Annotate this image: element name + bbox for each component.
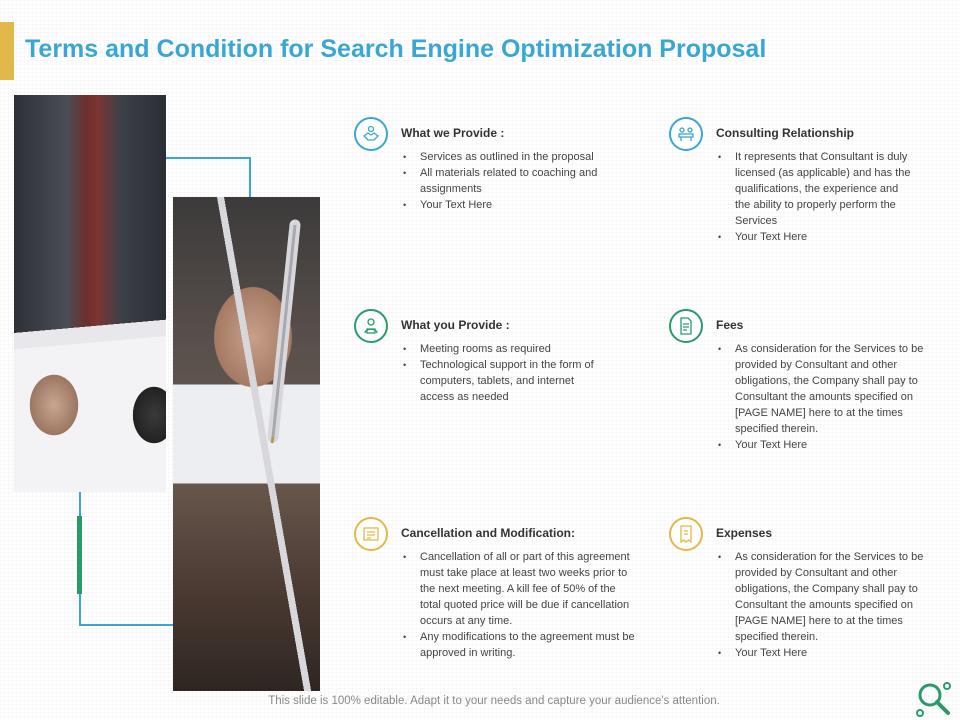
card-list [716, 341, 941, 453]
card-title: What you Provide : [401, 318, 510, 332]
list-item: • Your Text Here [401, 197, 626, 213]
list-item: • Any modifications to the agreement must be approved in writing. [401, 629, 659, 661]
list-item: • Cancellation of all or part of this agreement must take place at least two weeks prior to the next meeting. A kill fee of 50% of the total quoted price will be due if cancellation occurs at any time. [401, 549, 659, 629]
connector-line-accent [77, 516, 82, 594]
list-item: • Your Text Here [716, 645, 941, 661]
connector-line [166, 157, 251, 159]
card-title: Consulting Relationship [716, 126, 854, 140]
card-title: Expenses [716, 526, 773, 540]
accent-bar [0, 22, 14, 80]
business-suit-photo [14, 95, 166, 492]
list-item: • It represents that Consultant is duly licensed (as applicable) and has the qualifications, the experience and the ability to properly perform the Services [716, 149, 916, 229]
card-title: Cancellation and Modification: [401, 526, 576, 540]
handshake-icon [354, 117, 388, 151]
card-list [401, 149, 626, 213]
list-item: • As consideration for the Services to be provided by Consultant and other obligations, the Company shall pay to Consultant the amounts specified on [PAGE NAME] here to at the times specified therein. [716, 549, 941, 645]
pen-signing-photo [173, 197, 320, 691]
card-list [401, 341, 611, 405]
footer-text: This slide is 100% editable. Adapt it to your needs and capture your audience's attention. [268, 695, 720, 707]
list-item: • Meeting rooms as required [401, 341, 611, 357]
search-gear-icon [914, 678, 954, 718]
list-item: • Your Text Here [716, 437, 941, 453]
card-title: What we Provide : [401, 126, 505, 140]
certificate-icon [354, 517, 388, 551]
connector-line [249, 157, 251, 197]
card-list [716, 549, 941, 661]
card-list [401, 549, 659, 661]
list-item: • As consideration for the Services to be provided by Consultant and other obligations, the Company shall pay to Consultant the amounts specified on [PAGE NAME] here to at the times specified therein. [716, 341, 941, 437]
pen-illustration [173, 197, 320, 691]
meeting-icon [669, 117, 703, 151]
list-item: • All materials related to coaching and assignments [401, 165, 626, 197]
document-icon [669, 309, 703, 343]
receipt-icon [669, 517, 703, 551]
card-title: Fees [716, 318, 744, 332]
list-item: • Services as outlined in the proposal [401, 149, 626, 165]
list-item: • Technological support in the form of computers, tablets, and internet access as needed [401, 357, 611, 405]
connector-line [79, 624, 173, 626]
list-item: • Your Text Here [716, 229, 916, 245]
slide-title: Terms and Condition for Search Engine Optimization Proposal [25, 35, 767, 63]
user-laptop-icon [354, 309, 388, 343]
card-list [716, 149, 916, 245]
